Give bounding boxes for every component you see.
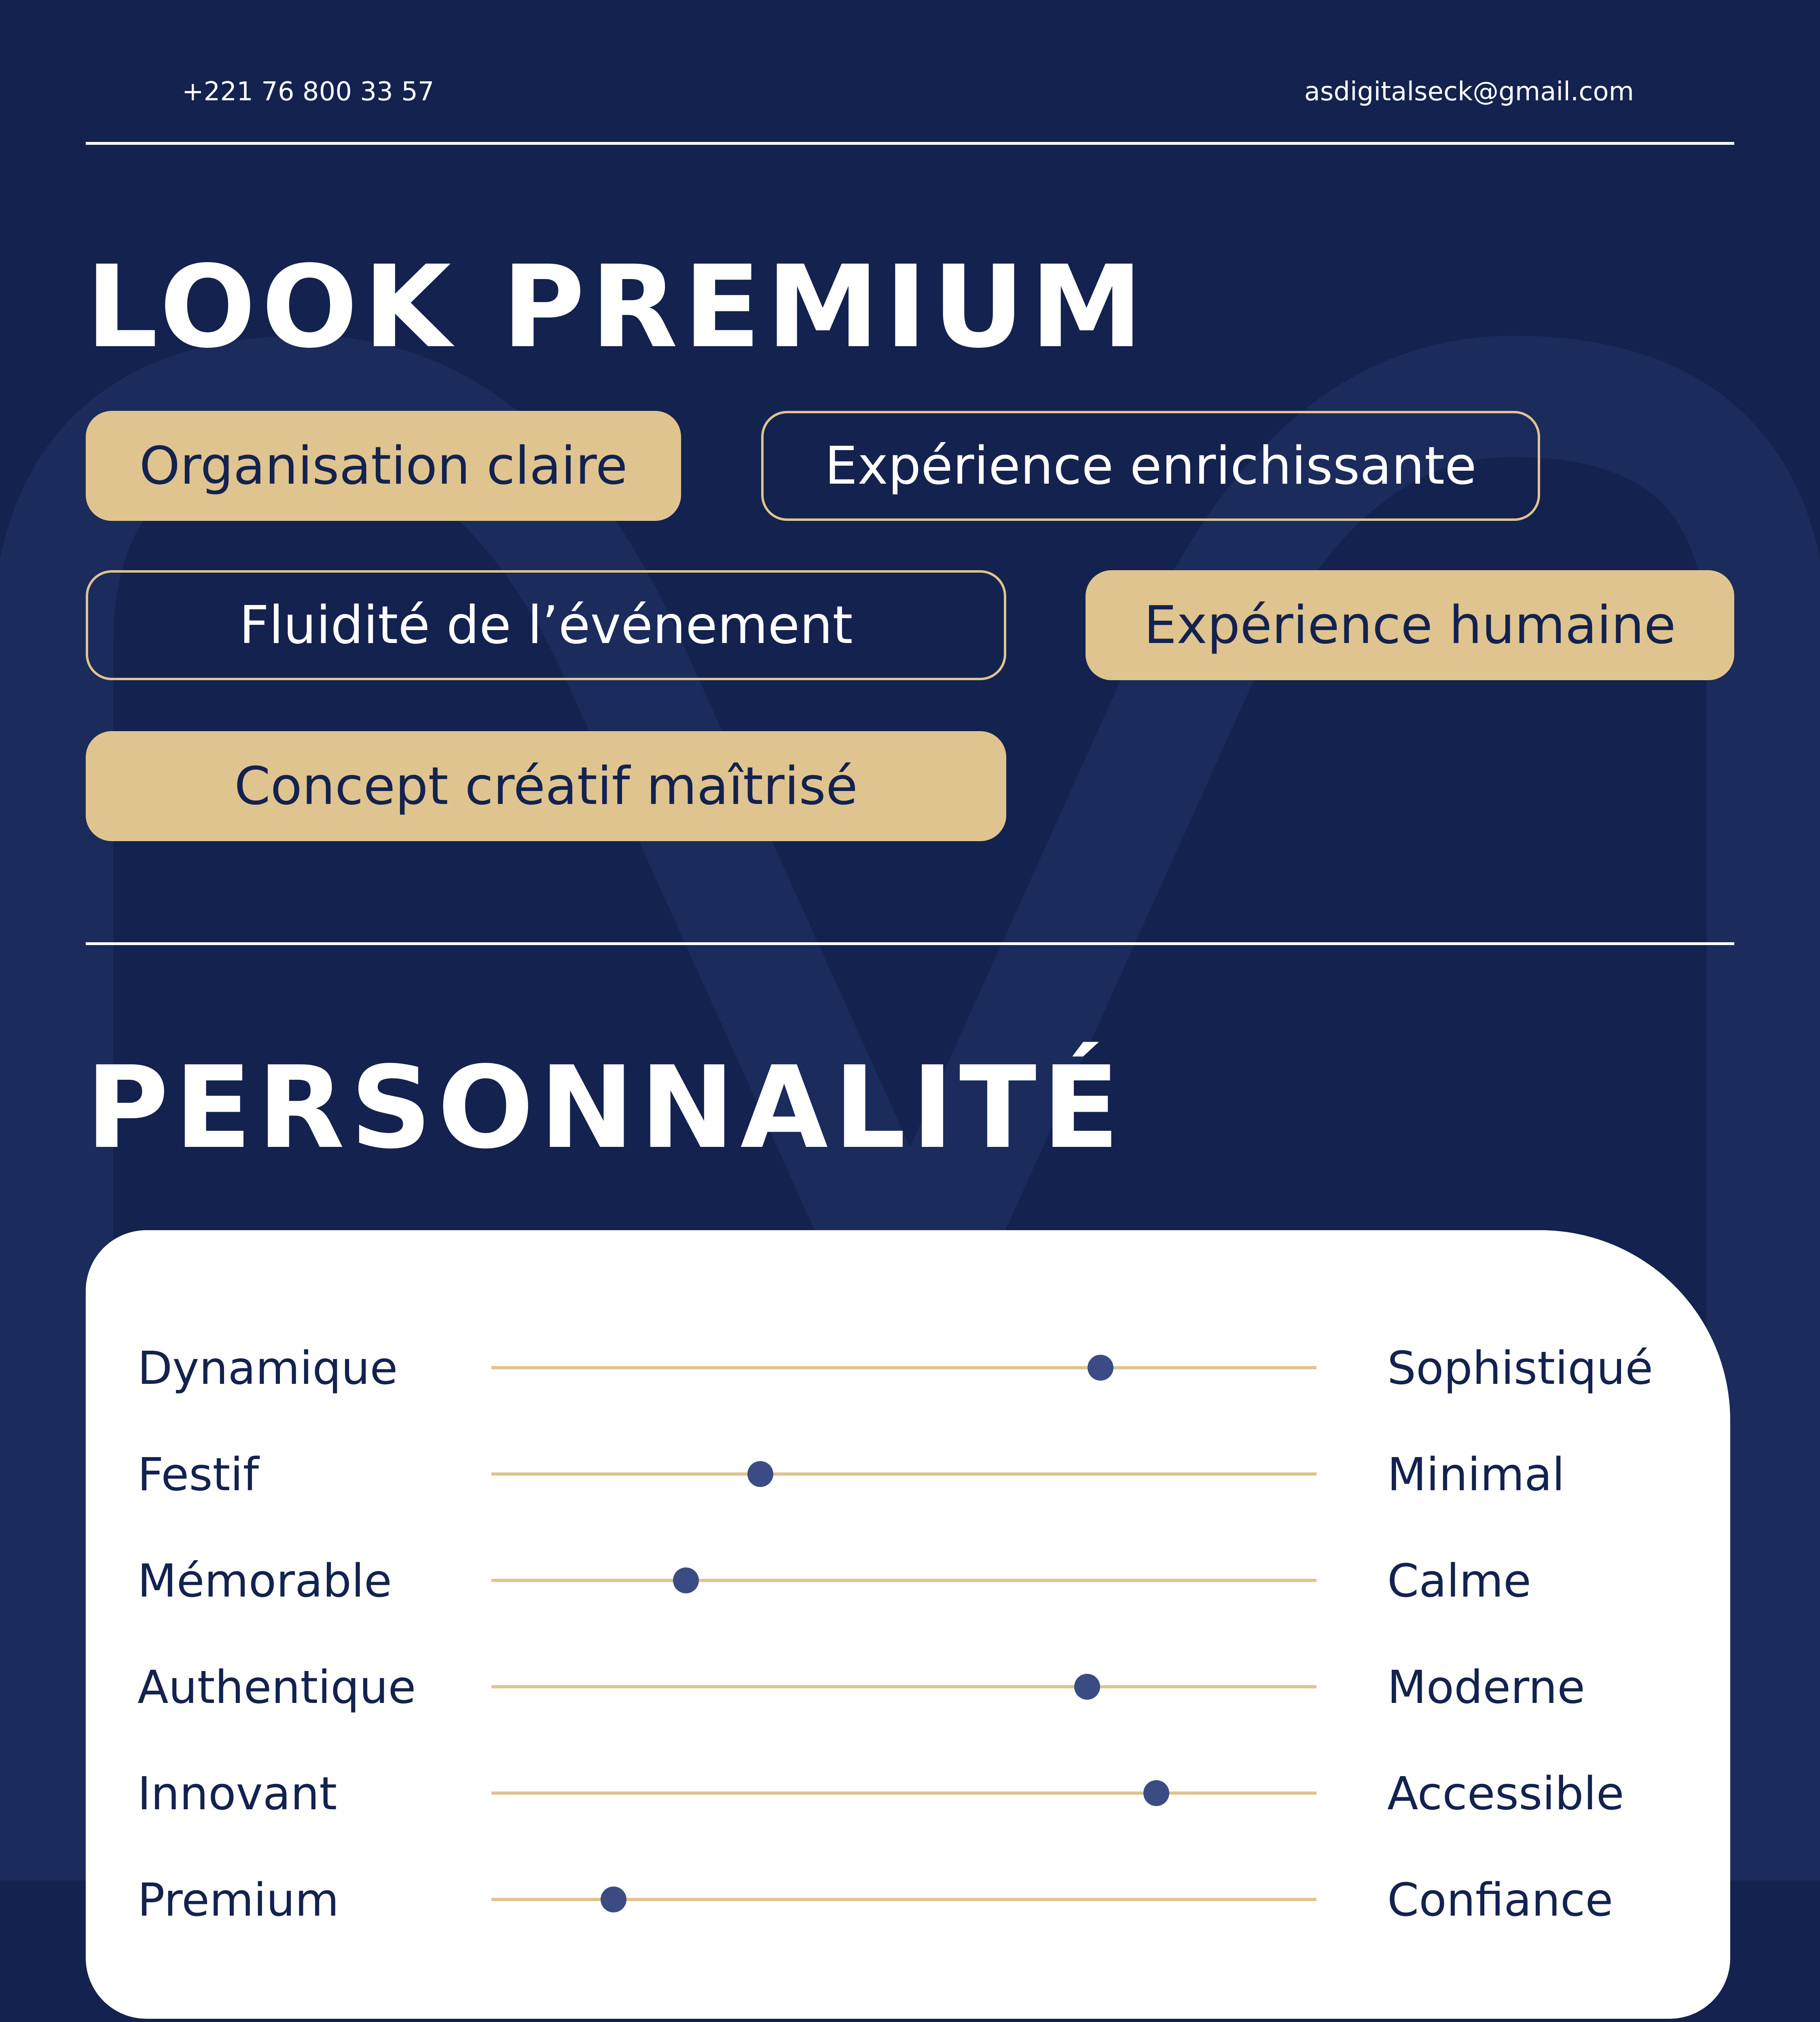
trait-row: [86, 1553, 1730, 1610]
personnalite-title: PERSONNALITÉ: [86, 1042, 1126, 1174]
trait-slider-knob: [601, 1887, 626, 1912]
trait-left-label: Dynamique: [138, 1342, 398, 1395]
trait-slider-track: [491, 1366, 1316, 1369]
trait-slider-track: [491, 1898, 1316, 1901]
header-divider: [86, 142, 1734, 145]
trait-row: [86, 1872, 1730, 1929]
trait-right-label: Moderne: [1387, 1661, 1585, 1714]
trait-slider-knob: [747, 1461, 773, 1487]
trait-slider-knob: [1088, 1355, 1113, 1381]
trait-slider-knob: [1074, 1674, 1100, 1700]
trait-row: [86, 1659, 1730, 1716]
trait-slider-track: [491, 1579, 1316, 1582]
trait-left-label: Festif: [138, 1449, 259, 1501]
trait-left-label: Mémorable: [138, 1555, 392, 1607]
trait-row: [86, 1340, 1730, 1397]
trait-left-label: Innovant: [138, 1768, 337, 1820]
tag-experience-enrichissante: Expérience enrichissante: [761, 411, 1540, 521]
trait-right-label: Minimal: [1387, 1449, 1565, 1501]
trait-row: [86, 1447, 1730, 1503]
trait-right-label: Accessible: [1387, 1768, 1624, 1820]
trait-slider-knob: [1143, 1780, 1169, 1806]
phone-number: +221 76 800 33 57: [182, 77, 434, 107]
trait-left-label: Premium: [138, 1874, 339, 1927]
trait-slider-track: [491, 1791, 1316, 1795]
trait-right-label: Confiance: [1387, 1874, 1613, 1927]
trait-right-label: Sophistiqué: [1387, 1342, 1653, 1395]
section-divider: [86, 942, 1734, 945]
tag-concept-creatif: Concept créatif maîtrisé: [86, 731, 1006, 841]
tag-experience-humaine: Expérience humaine: [1086, 570, 1734, 680]
email-address: asdigitalseck@gmail.com: [1304, 77, 1634, 107]
trait-slider-track: [491, 1472, 1316, 1476]
trait-right-label: Calme: [1387, 1555, 1531, 1607]
trait-slider-track: [491, 1685, 1316, 1688]
tag-fluidite-evenement: Fluidité de l’événement: [86, 570, 1006, 680]
trait-row: [86, 1766, 1730, 1822]
trait-left-label: Authentique: [138, 1661, 416, 1714]
look-premium-title: LOOK PREMIUM: [86, 241, 1149, 373]
personality-card: [86, 1230, 1730, 2019]
trait-slider-knob: [673, 1567, 699, 1593]
tag-organisation-claire: Organisation claire: [86, 411, 681, 521]
